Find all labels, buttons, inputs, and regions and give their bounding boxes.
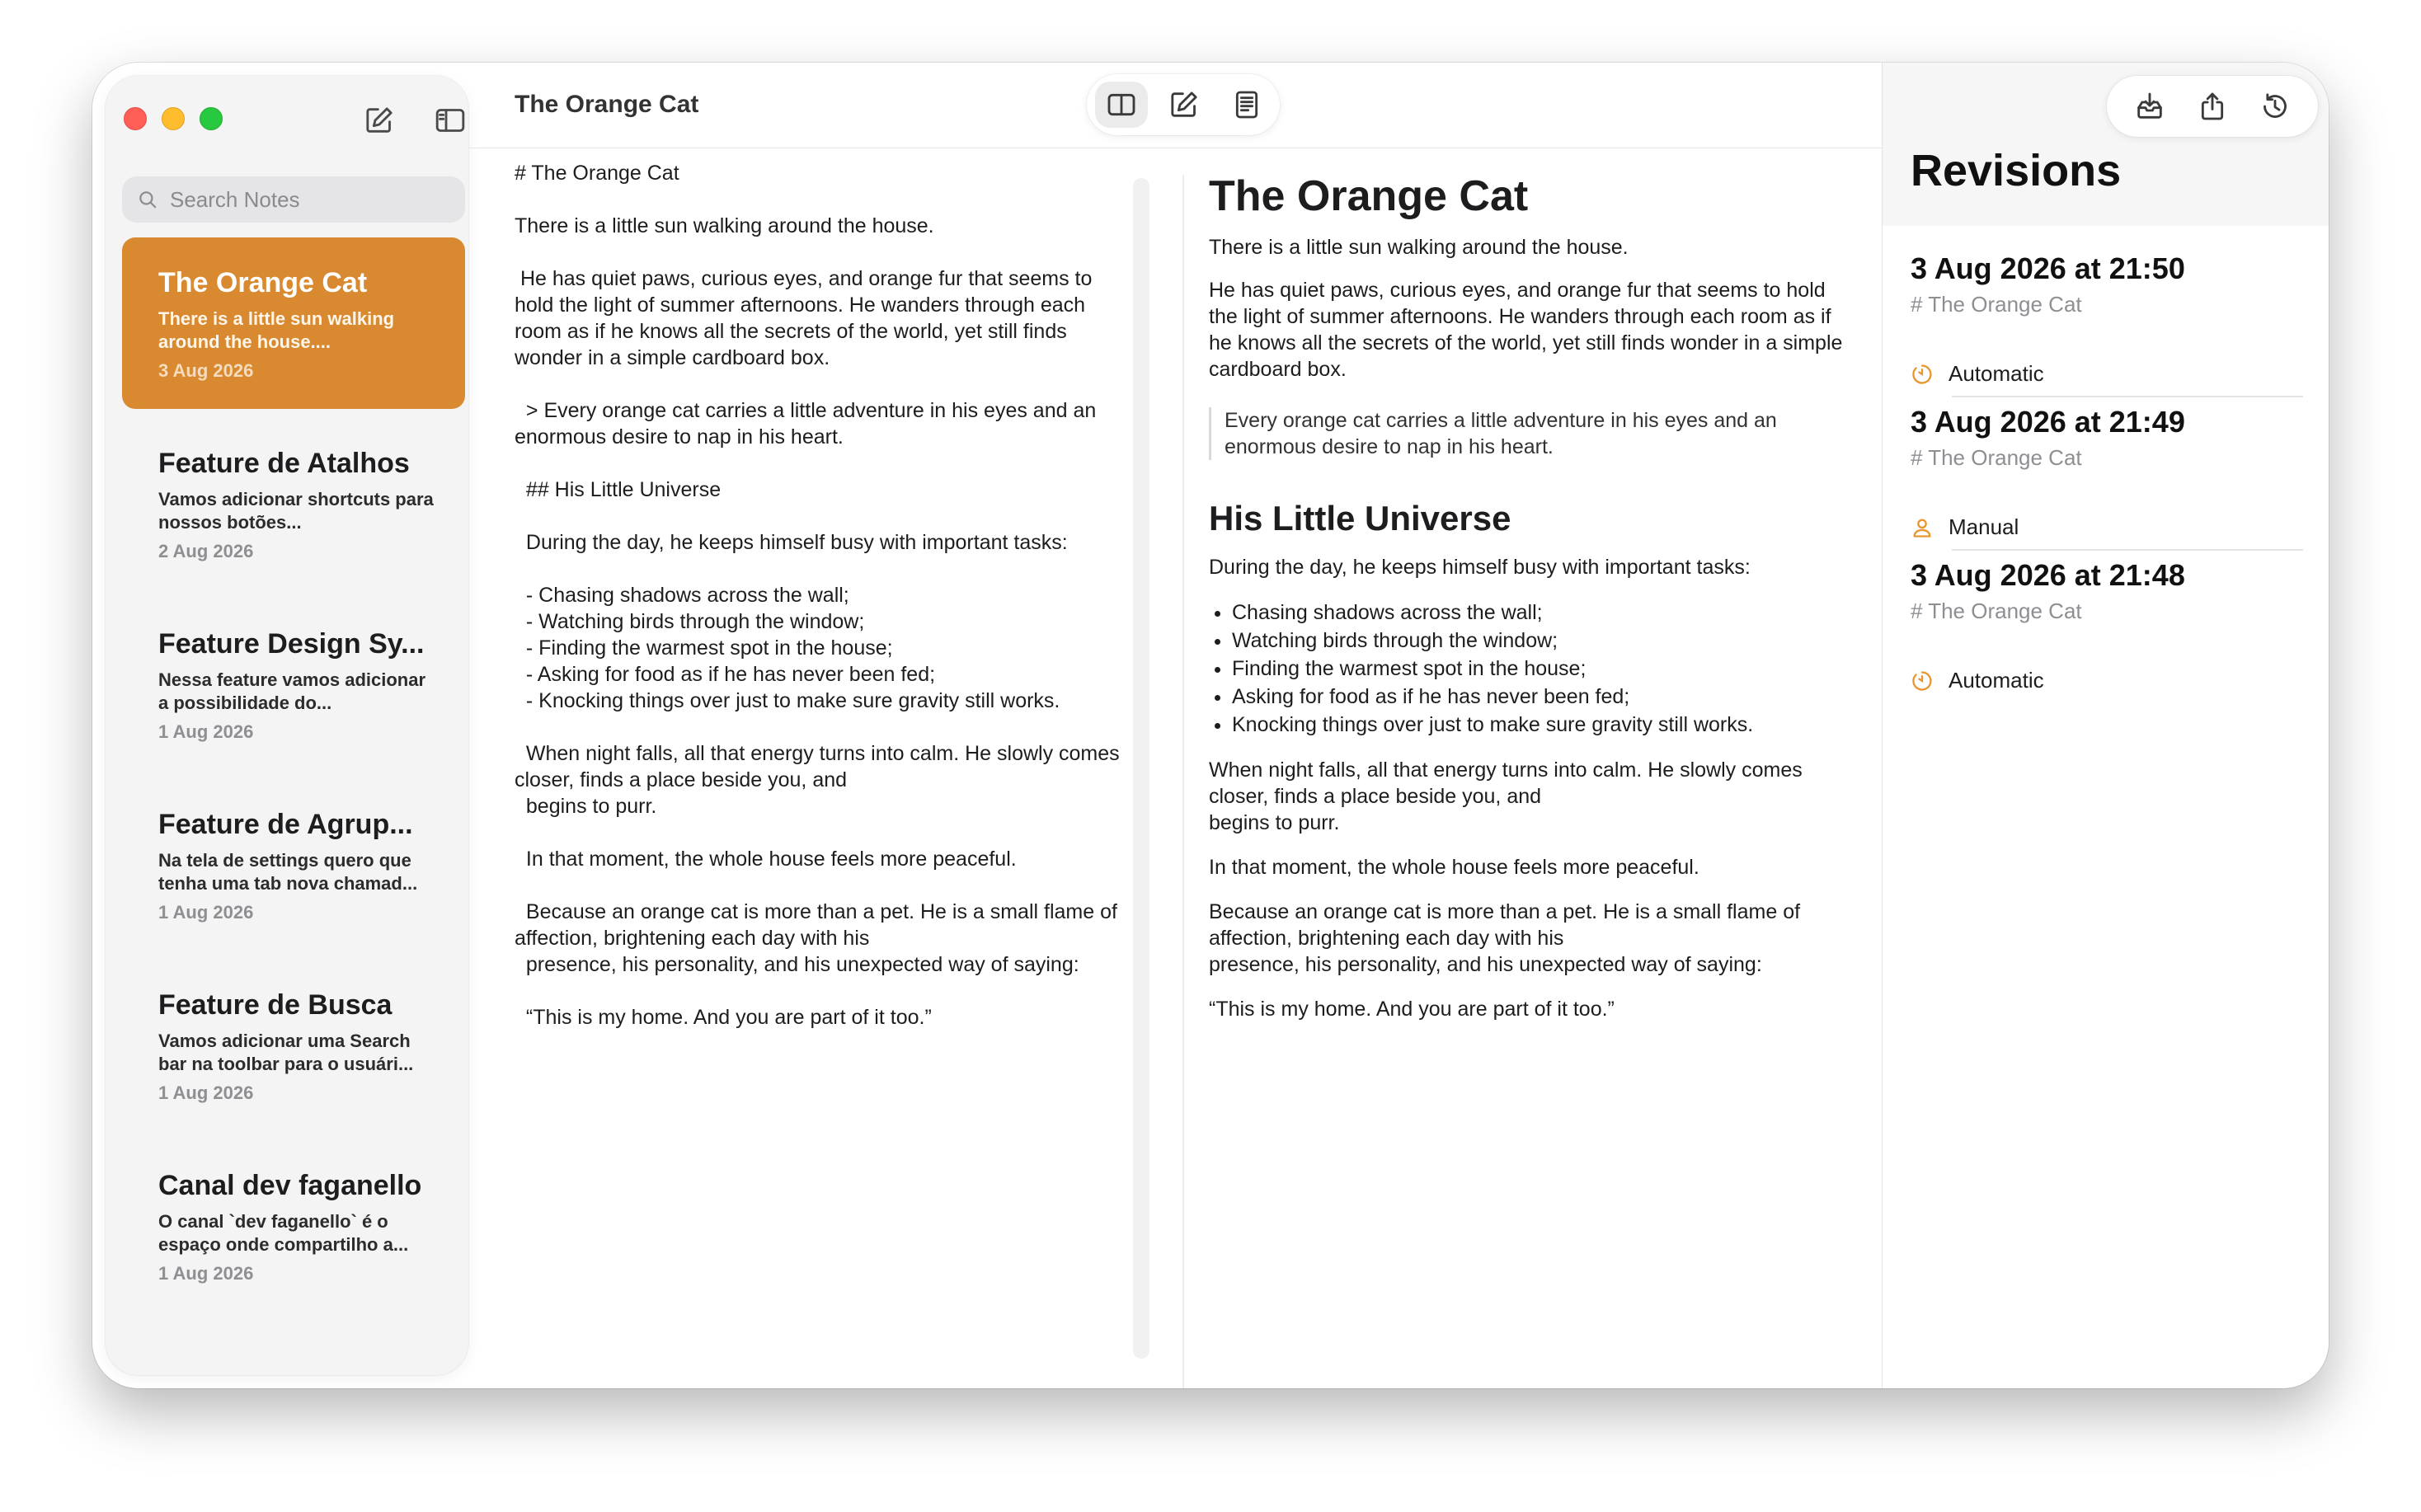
- list-item: • Watching birds through the window;: [1232, 627, 1844, 655]
- editor-line: # The Orange Cat: [515, 162, 679, 185]
- editor-line: [515, 556, 1121, 582]
- revision-type-label: Manual: [1949, 514, 2019, 539]
- preview-paragraph: When night falls, all that energy turns into calm. He slowly comes closer, finds a place beside you, and begins to purr.: [1209, 758, 1803, 834]
- list-item: • Chasing shadows across the wall;: [1232, 599, 1844, 627]
- note-title: Feature Design Sy...: [158, 628, 425, 660]
- editor-line: Because an orange cat is more than a pet. He is a small flame of affection, brightening each day with his: [515, 900, 1123, 950]
- app-window: [92, 63, 2329, 1388]
- editor-line: In that moment, the whole house feels more peaceful.: [515, 848, 1017, 871]
- preview-subheading: His Little Universe: [1209, 499, 1511, 538]
- note-preview: O canal `dev faganello` é o espaço onde compartilho a...: [158, 1211, 409, 1255]
- revision-type: [1911, 668, 2044, 693]
- list-item[interactable]: [122, 1140, 465, 1312]
- toolbar: [468, 63, 1974, 148]
- editor-line: [515, 714, 1121, 740]
- note-title: The Orange Cat: [158, 267, 368, 298]
- share-icon[interactable]: [2193, 87, 2232, 126]
- editor-scrollbar[interactable]: [1133, 178, 1149, 1359]
- preview-paragraph: He has quiet paws, curious eyes, and orange fur that seems to hold the light of summer afternoons. He wanders through each room as if he knows all the secrets of the world, yet still finds wonder in a simple cardboard box.: [1209, 279, 1849, 381]
- editor-line: [515, 978, 1121, 1004]
- edit-mode-button[interactable]: [1158, 82, 1210, 128]
- tray-download-icon[interactable]: [2130, 87, 2169, 126]
- search-input[interactable]: [122, 176, 465, 223]
- preview-blockquote: Every orange cat carries a little adventure in his eyes and an enormous desire to nap in his heart.: [1209, 407, 1844, 460]
- editor-line: - Chasing shadows across the wall;: [515, 584, 849, 607]
- compose-icon[interactable]: [363, 104, 396, 134]
- revisions-title: Revisions: [1911, 146, 2122, 195]
- zoom-button[interactable]: [200, 107, 223, 130]
- preview-paragraph: There is a little sun walking around the house.: [1209, 236, 1629, 259]
- search-icon: [137, 189, 158, 210]
- revision-item[interactable]: [1911, 404, 2303, 557]
- note-title: Canal dev faganello: [158, 1170, 422, 1201]
- editor-line: When night falls, all that energy turns into calm. He slowly comes closer, finds a place beside you, and: [515, 742, 1126, 791]
- revision-item[interactable]: [1911, 251, 2303, 404]
- preview-mode-button[interactable]: [1220, 82, 1273, 128]
- revision-type: [1911, 514, 2019, 540]
- note-title: Feature de Busca: [158, 989, 393, 1021]
- revision-note: # The Orange Cat: [1911, 292, 2082, 317]
- editor-line: - Asking for food as if he has never been fed;: [515, 663, 936, 686]
- note-preview: Na tela de settings quero que tenha uma tab nova chamad...: [158, 850, 418, 894]
- note-title: Feature de Agrup...: [158, 809, 413, 840]
- list-item: • Asking for food as if he has never been fed;: [1232, 683, 1844, 711]
- revision-note: # The Orange Cat: [1911, 599, 2082, 623]
- person-icon: [1911, 516, 1934, 539]
- timer-icon: [1911, 669, 1934, 693]
- preview-paragraph: “This is my home. And you are part of it too.”: [1209, 998, 1615, 1021]
- note-title: Feature de Atalhos: [158, 448, 410, 479]
- editor-line: [515, 872, 1121, 899]
- revision-type-label: Automatic: [1949, 668, 2044, 693]
- editor-line: [515, 239, 1121, 265]
- edit-icon: [1168, 88, 1201, 121]
- editor-line: He has quiet paws, curious eyes, and orange fur that seems to hold the light of summer afternoons. He wanders through each room as if he knows all the secrets of the world, yet still finds wonder in a simple cardboard box.: [515, 267, 1098, 369]
- editor-line: During the day, he keeps himself busy with important tasks:: [515, 531, 1068, 554]
- preview-paragraph: During the day, he keeps himself busy with important tasks:: [1209, 556, 1751, 579]
- revision-item[interactable]: [1911, 557, 2303, 711]
- preview-paragraph: In that moment, the whole house feels more peaceful.: [1209, 856, 1699, 879]
- editor-line: begins to purr.: [515, 795, 657, 818]
- note-date: 2 Aug 2026: [158, 541, 254, 561]
- note-date: 1 Aug 2026: [158, 1082, 254, 1103]
- editor-line: ## His Little Universe: [515, 478, 722, 501]
- note-preview: Vamos adicionar uma Search bar na toolbar para o usuári...: [158, 1031, 414, 1074]
- editor-line: presence, his personality, and his unexpected way of saying:: [515, 953, 1079, 976]
- note-preview: Nessa feature vamos adicionar a possibilidade do...: [158, 669, 426, 713]
- preview-heading: The Orange Cat: [1209, 172, 1529, 220]
- divider: [1952, 549, 2303, 551]
- revision-type: [1911, 361, 2044, 387]
- editor-line: - Watching birds through the window;: [515, 610, 865, 633]
- history-icon[interactable]: [2255, 87, 2295, 126]
- timer-icon: [1911, 363, 1934, 386]
- page-title: The Orange Cat: [515, 91, 699, 118]
- note-date: 1 Aug 2026: [158, 1263, 254, 1284]
- editor-line: “This is my home. And you are part of it too.”: [515, 1006, 932, 1029]
- document-icon: [1230, 88, 1263, 121]
- note-preview: There is a little sun walking around the house....: [158, 308, 395, 352]
- divider: [1952, 396, 2303, 397]
- list-item: • Knocking things over just to make sure gravity still works.: [1232, 711, 1844, 739]
- search-placeholder: Search Notes: [170, 186, 300, 212]
- sidebar: [106, 76, 468, 1375]
- revisions-panel: [1882, 63, 2329, 1388]
- split-view-button[interactable]: [1095, 82, 1148, 128]
- list-item: • Finding the warmest spot in the house;: [1232, 655, 1844, 683]
- list-item[interactable]: [122, 599, 465, 770]
- editor-line: [515, 450, 1121, 477]
- close-button[interactable]: [124, 107, 147, 130]
- markdown-editor[interactable]: [515, 160, 1126, 1031]
- list-item[interactable]: [122, 418, 465, 589]
- editor-line: [515, 371, 1121, 397]
- sidebar-toggle-icon[interactable]: [434, 104, 467, 134]
- editor-line: [515, 819, 1121, 846]
- revision-list: [1911, 251, 2303, 711]
- list-item[interactable]: [122, 779, 465, 951]
- editor-line: [515, 503, 1121, 529]
- revision-date: 3 Aug 2026 at 21:50: [1911, 251, 2185, 285]
- editor-line: - Knocking things over just to make sure gravity still works.: [515, 689, 1060, 712]
- note-date: 1 Aug 2026: [158, 902, 254, 923]
- revision-note: # The Orange Cat: [1911, 445, 2082, 470]
- pane-divider[interactable]: [1182, 175, 1184, 1388]
- preview-paragraph: Because an orange cat is more than a pet. He is a small flame of affection, brightening each day with his presence, his personality, and his unexpected way of saying:: [1209, 900, 1801, 976]
- list-item[interactable]: [122, 237, 465, 409]
- revision-type-label: Automatic: [1949, 361, 2044, 386]
- minimize-button[interactable]: [162, 107, 185, 130]
- note-preview: Vamos adicionar shortcuts para nossos botões...: [158, 489, 434, 533]
- list-item[interactable]: [122, 960, 465, 1131]
- preview-list: [1209, 599, 1844, 739]
- note-date: 3 Aug 2026: [158, 360, 254, 381]
- split-view-icon: [1105, 88, 1138, 121]
- note-list: [122, 237, 465, 1321]
- editor-line: > Every orange cat carries a little adventure in his eyes and an enormous desire to nap in his heart.: [515, 399, 1102, 448]
- note-date: 1 Aug 2026: [158, 721, 254, 742]
- view-mode-control: [1087, 74, 1280, 135]
- revision-date: 3 Aug 2026 at 21:48: [1911, 558, 2185, 592]
- revision-date: 3 Aug 2026 at 21:49: [1911, 405, 2185, 439]
- editor-line: [515, 186, 1121, 213]
- markdown-preview: [1209, 170, 1849, 1022]
- window-controls: [124, 107, 223, 130]
- editor-line: There is a little sun walking around the house.: [515, 214, 934, 237]
- editor-line: - Finding the warmest spot in the house;: [515, 636, 893, 660]
- revisions-toolbar: [2107, 76, 2318, 137]
